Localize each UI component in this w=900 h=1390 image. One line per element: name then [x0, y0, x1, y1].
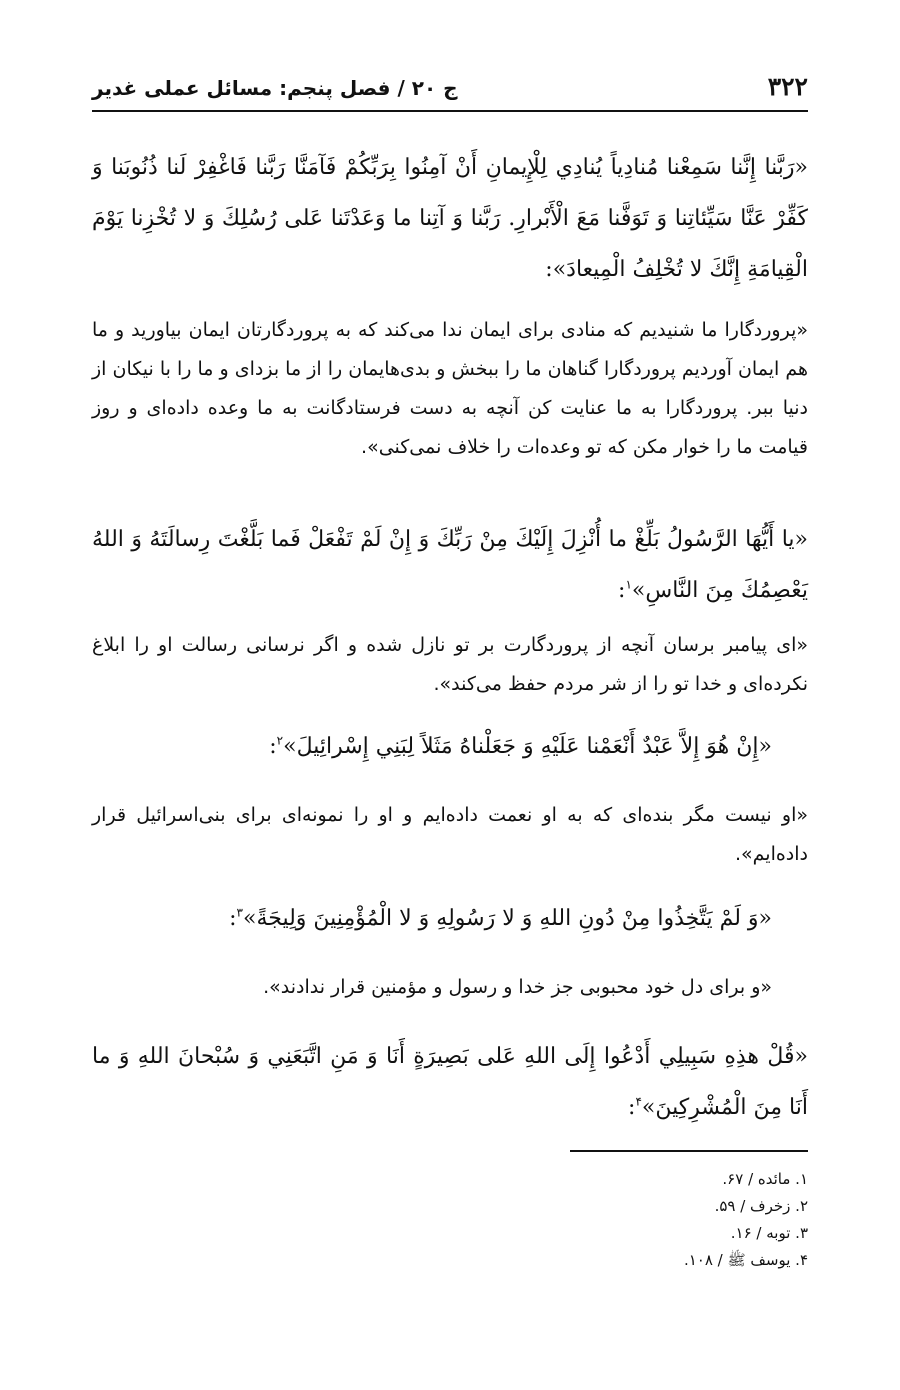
footnote-marker: ۲ [276, 733, 284, 748]
quran-verse-3 [92, 721, 808, 772]
verse-text: «إِنْ هُوَ إِلاَّ عَبْدٌ أَنْعَمْنا عَلَيْهِ وَ جَعَلْناهُ مَثَلاً لِبَنِي إِسْرائِيلَ» [283, 734, 772, 759]
footnote-item: ۲. زخرف / ۵۹. [714, 1197, 808, 1215]
quran-verse-4 [92, 893, 808, 944]
verse-colon: : [628, 1095, 636, 1120]
footnote-marker: ۳ [236, 905, 243, 920]
translation-2 [92, 626, 808, 704]
translation-text: «و برای دل خود محبوبی جز خدا و رسول و مؤمنين قرار ندادند». [263, 976, 772, 998]
footnote-item: ۳. توبه / ۱۶. [730, 1224, 808, 1242]
page-number: ۳۲۲ [767, 72, 808, 101]
footnote-item: ۴. يوسف ﷺ / ۱۰۸. [683, 1251, 808, 1269]
page-header [92, 58, 808, 112]
translation-4 [92, 968, 808, 1007]
verse-text: «قُلْ هذِهِ سَبِيلِي أَدْعُوا إِلَى اللهِ عَلى بَصِيرَةٍ أَنَا وَ مَنِ اتَّبَعَنِي وَ سُبْحانَ اللهِ وَ ما أَنَا مِنَ الْمُشْرِكِينَ» [92, 1044, 808, 1120]
verse-colon: : [618, 578, 626, 603]
translation-text: «ای پيامبر برسان آنچه از پروردگارت بر تو نازل شده و اگر نرسانی رسالت او را ابلاغ نكرده‌ای و خدا تو را از شر مردم حفظ می‌كند». [92, 634, 808, 695]
footnote-marker: ۱ [625, 577, 632, 592]
book-page [92, 58, 808, 1358]
verse-colon: : [269, 734, 277, 759]
verse-text: «يا أَيُّهَا الرَّسُولُ بَلِّغْ ما أُنْزِلَ إِلَيْكَ مِنْ رَبِّكَ وَ إِنْ لَمْ تَفْعَلْ فَما بَلَّغْتَ رِسالَتَهُ وَ اللهُ يَعْصِمُكَ مِنَ النَّاسِ» [92, 527, 808, 603]
footnote-divider [570, 1150, 808, 1152]
quran-verse-1 [92, 142, 808, 295]
verse-text: «رَبَّنا إِنَّنا سَمِعْنا مُنادِياً يُنادِي لِلْإِيمانِ أَنْ آمِنُوا بِرَبِّكُمْ فَآمَنَّا رَبَّنا فَاغْفِرْ لَنا ذُنُوبَنا وَ كَفِّرْ عَنَّا سَيِّئاتِنا وَ تَوَفَّنا مَعَ الْأَبْرارِ. رَبَّنا وَ آتِنا ما وَعَدْتَنا عَلى رُسُلِكَ وَ لا تُخْزِنا يَوْمَ الْقِيامَةِ إِنَّكَ لا تُخْلِفُ الْمِيعادَ»: [92, 155, 808, 282]
translation-1 [92, 311, 808, 467]
footnote-marker: ۴ [635, 1094, 642, 1109]
translation-text: «پروردگارا ما شنيديم كه منادی برای ايمان ندا می‌كند كه به پروردگارتان ايمان بياوريد و ما هم ايمان آورديم پروردگارا گناهان ما را ببخش و بدی‌هايمان را از ما بزدای و ما را با نيكان از دنيا ببر. پروردگارا به ما عنايت كن آنچه به دست فرستادگانت به ما وعده داده‌ای و روز قيامت ما را خوار مكن كه تو وعده‌ات را خلاف نمی‌كنی». [92, 319, 808, 458]
running-head: ج ۲۰ / فصل پنجم: مسائل عملی غدیر [92, 76, 458, 100]
translation-text: «او نيست مگر بنده‌ای كه به او نعمت داده‌ايم و او را نمونه‌ای برای بنی‌اسرائيل قرار داده‌ايم». [92, 804, 808, 865]
verse-text: «وَ لَمْ يَتَّخِذُوا مِنْ دُونِ اللهِ وَ لا رَسُولِهِ وَ لا الْمُؤْمِنِينَ وَلِيجَةً» [243, 906, 772, 931]
footnote-item: ۱. مائده / ۶۷. [722, 1170, 808, 1188]
footnotes-list [684, 1166, 808, 1274]
translation-3 [92, 796, 808, 874]
verse-colon: : [229, 906, 237, 931]
quran-verse-2 [92, 514, 808, 616]
quran-verse-5 [92, 1031, 808, 1133]
